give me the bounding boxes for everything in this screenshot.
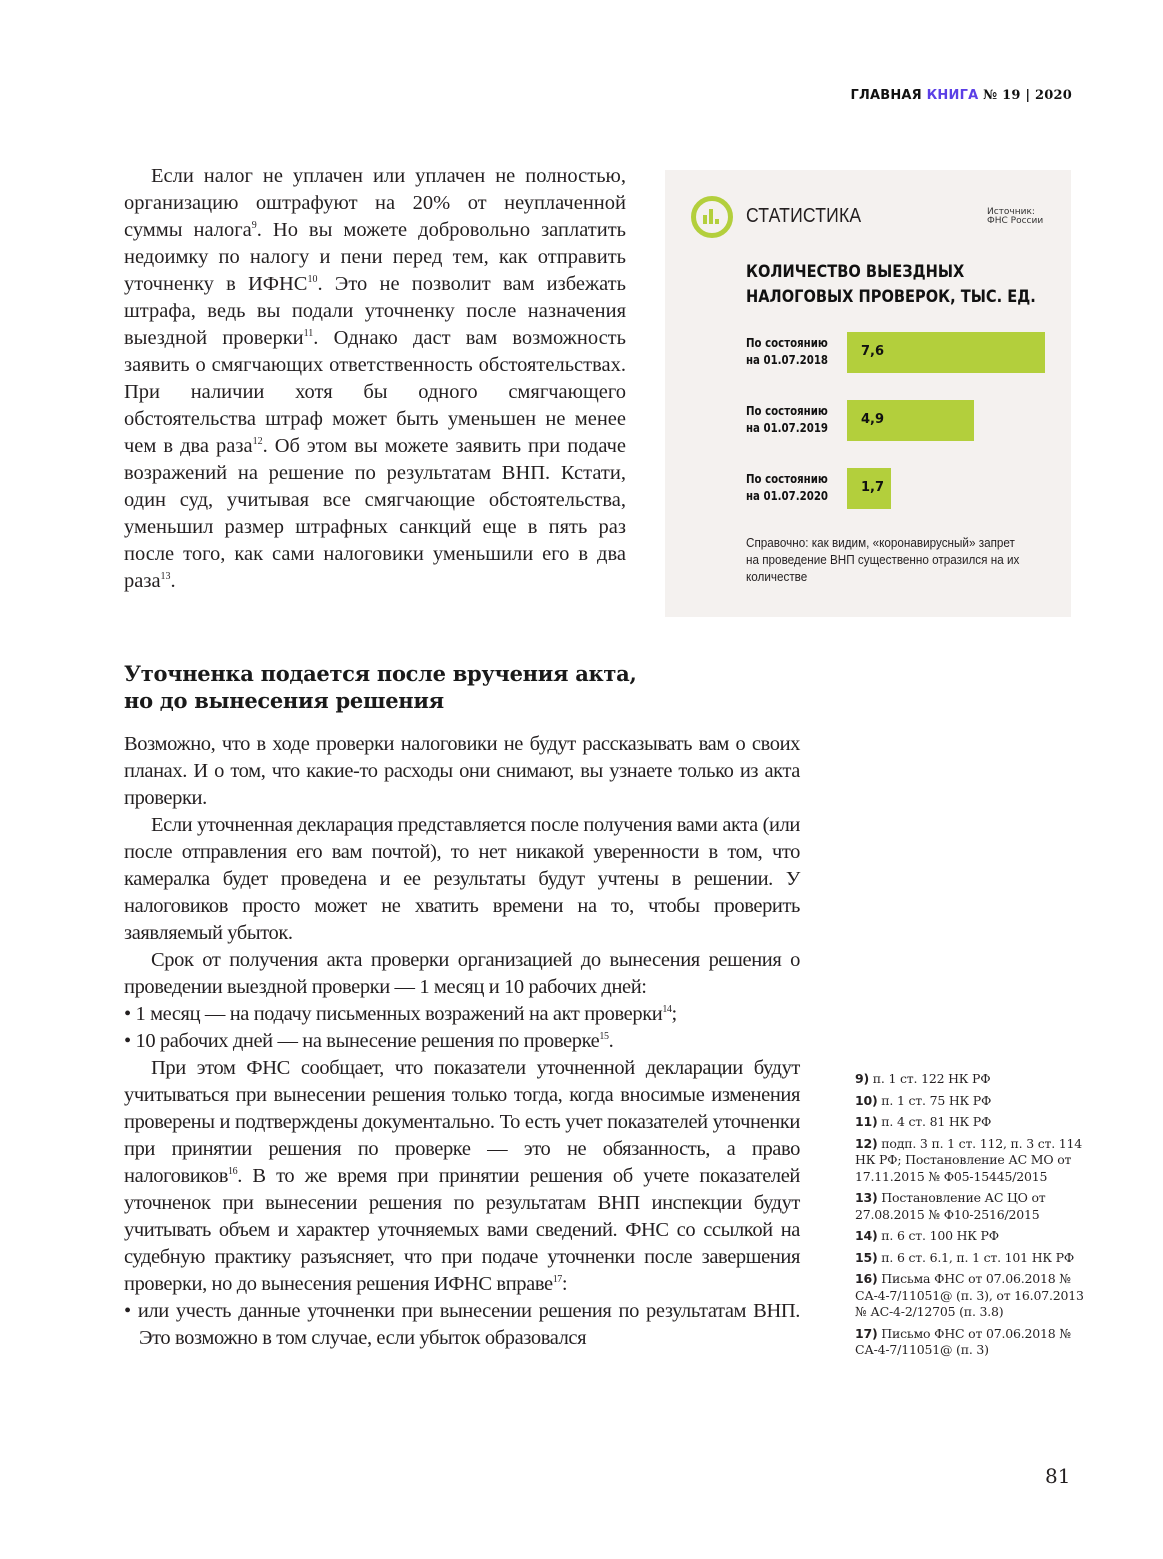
footnote-ref-13[interactable]: 13 bbox=[160, 571, 171, 583]
bar-label: По состоянию на 01.07.2018 bbox=[746, 336, 829, 367]
bar-row-2020 bbox=[746, 468, 1066, 509]
bar-value: 4,9 bbox=[861, 412, 885, 427]
brand-name: ГЛАВНАЯ bbox=[850, 88, 922, 103]
bar bbox=[847, 332, 1045, 373]
running-header bbox=[850, 88, 1072, 103]
chart-title: КОЛИЧЕСТВО ВЫЕЗДНЫХ НАЛОГОВЫХ ПРОВЕРОК, ТЫС. ЕД. bbox=[746, 262, 1036, 307]
main-column bbox=[124, 731, 800, 1352]
footnote-13: 13) Постановление АС ЦО от 27.08.2015 № Ф10-2516/2015 bbox=[855, 1190, 1046, 1222]
footnote-14: 14) п. 6 ст. 100 НК РФ bbox=[855, 1228, 999, 1243]
paragraph: Если уточненная декларация представляется после получения вами акта (или после отправления его вам почтой), то нет никакой уверенности в том, что камералка будет проведена и ее результаты будут учтены в решении. У налоговиков просто может не хватить времени на то, чтобы проверить заявляемый убыток. bbox=[124, 814, 800, 944]
footnote-ref-15[interactable]: 15 bbox=[599, 1031, 609, 1043]
bar-row-2019 bbox=[746, 400, 1066, 441]
bar bbox=[847, 400, 974, 441]
footnote-ref-17[interactable]: 17 bbox=[552, 1274, 562, 1286]
data-source: Источник: ФНС России bbox=[987, 207, 1044, 226]
paragraph: Возможно, что в ходе проверки налоговики не будут рассказывать вам о своих планах. И о том, что какие-то расходы они снимают, вы узнаете только из акта проверки. bbox=[124, 733, 800, 809]
bar-row-2018 bbox=[746, 332, 1066, 373]
footnote-ref-9[interactable]: 9 bbox=[251, 220, 257, 232]
footnote-ref-12[interactable]: 12 bbox=[252, 436, 263, 448]
bar bbox=[847, 468, 891, 509]
bar-value: 1,7 bbox=[861, 480, 885, 495]
section-heading: Уточненка подается после вручения акта, но до вынесения решения bbox=[124, 661, 637, 713]
statistics-panel bbox=[665, 170, 1071, 617]
bar-value: 7,6 bbox=[861, 344, 885, 359]
statistics-label: СТАТИСТИКА bbox=[746, 205, 862, 227]
footnote-10: 10) п. 1 ст. 75 НК РФ bbox=[855, 1092, 992, 1108]
intro-paragraph: Если налог не уплачен или уплачен не полностью, организацию оштрафуют на 20% от неуплаченной суммы налога$^9$. Но вы можете добровольно заплатить недоимку по налогу и пени перед тем, как отправить уточненку в ИФНС$^{10}$. Это не позволит вам избежать штрафа, ведь вы подали уточненку после назначения выездной проверки$^{11}$. Однако даст вам возможность заявить о смягчающих ответственность обстоятельствах. При наличии хотя бы одного смягчающего обстоятельства штраф может быть уменьшен не менее чем в два раза$^{12}$. Об этом вы можете заявить при подаче возражений на решение по результатам ВНП. Кстати, один суд, учитывая все смягчающие обстоятельства, уменьшил размер штрафных санкций еще в пять раз после того, как сами налоговики уменьшили его в два раза$^{13}$. bbox=[124, 165, 627, 592]
footnote-17: 17) Письмо ФНС от 07.06.2018 № СА-4-7/11051@ (п. 3) bbox=[855, 1325, 1071, 1357]
bar-chart-icon bbox=[691, 196, 733, 238]
paragraph: При этом ФНС сообщает, что показатели уточненной декларации будут учитываться при вынесении решения только тогда, когда вносимые изменения проверены и подтверждены документально. То есть учет показателей уточненки при принятии решения по проверке — это не обязанность, а право налоговиков$^{16}$. В то же время при принятии решения об учете показателей уточненок при вынесении решения по результатам ВНП инспекции будут учитывать объем и характер уточняемых вами сведений. ФНС со ссылкой на судебную практику разъясняет, что при подаче уточненки после завершения проверки, но до вынесения решения ИФНС вправе$^{17}$: bbox=[124, 1057, 800, 1295]
bar-label: По состоянию на 01.07.2019 bbox=[746, 404, 829, 435]
footnote-ref-10[interactable]: 10 bbox=[307, 274, 318, 286]
brand-accent: КНИГА bbox=[926, 88, 979, 103]
page-number: 81 bbox=[1045, 1464, 1071, 1488]
list-item: • 1 месяц — на подачу письменных возражений на акт проверки$^{14}$; bbox=[124, 1003, 677, 1025]
footnote-ref-11[interactable]: 11 bbox=[303, 328, 314, 340]
footnotes bbox=[855, 1071, 1085, 1364]
footnote-16: 16) Письма ФНС от 07.06.2018 № СА-4-7/11051@ (п. 3), от 16.07.2013 № АС-4-2/12705 (п. 3.8) bbox=[855, 1271, 1084, 1319]
list-item: • 10 рабочих дней — на вынесение решения по проверке$^{15}$. bbox=[124, 1030, 614, 1052]
footnote-11: 11) п. 4 ст. 81 НК РФ bbox=[855, 1114, 992, 1129]
footnote-ref-16[interactable]: 16 bbox=[227, 1166, 238, 1178]
footnote-9: 9) п. 1 ст. 122 НК РФ bbox=[855, 1071, 991, 1086]
chart-note: Справочно: как видим, «коронавирусный» запрет на проведение ВНП существенно отразился на их количестве bbox=[746, 535, 1020, 584]
intro-column bbox=[124, 163, 626, 595]
issue-number: № 19 | 2020 bbox=[983, 88, 1072, 103]
footnote-ref-14[interactable]: 14 bbox=[662, 1004, 672, 1016]
list-item: • или учесть данные уточненки при вынесении решения по результатам ВНП. Это возможно в том случае, если убыток образовался bbox=[124, 1300, 800, 1349]
bar-label: По состоянию на 01.07.2020 bbox=[746, 472, 829, 503]
footnote-12: 12) подп. 3 п. 1 ст. 112, п. 3 ст. 114 НК РФ; Постановление АС МО от 17.11.2015 № Ф05-15445/2015 bbox=[855, 1135, 1083, 1184]
paragraph: Срок от получения акта проверки организацией до вынесения решения о проведении выездной проверки — 1 месяц и 10 рабочих дней: bbox=[124, 949, 800, 998]
footnote-15: 15) п. 6 ст. 6.1, п. 1 ст. 101 НК РФ bbox=[855, 1249, 1075, 1265]
